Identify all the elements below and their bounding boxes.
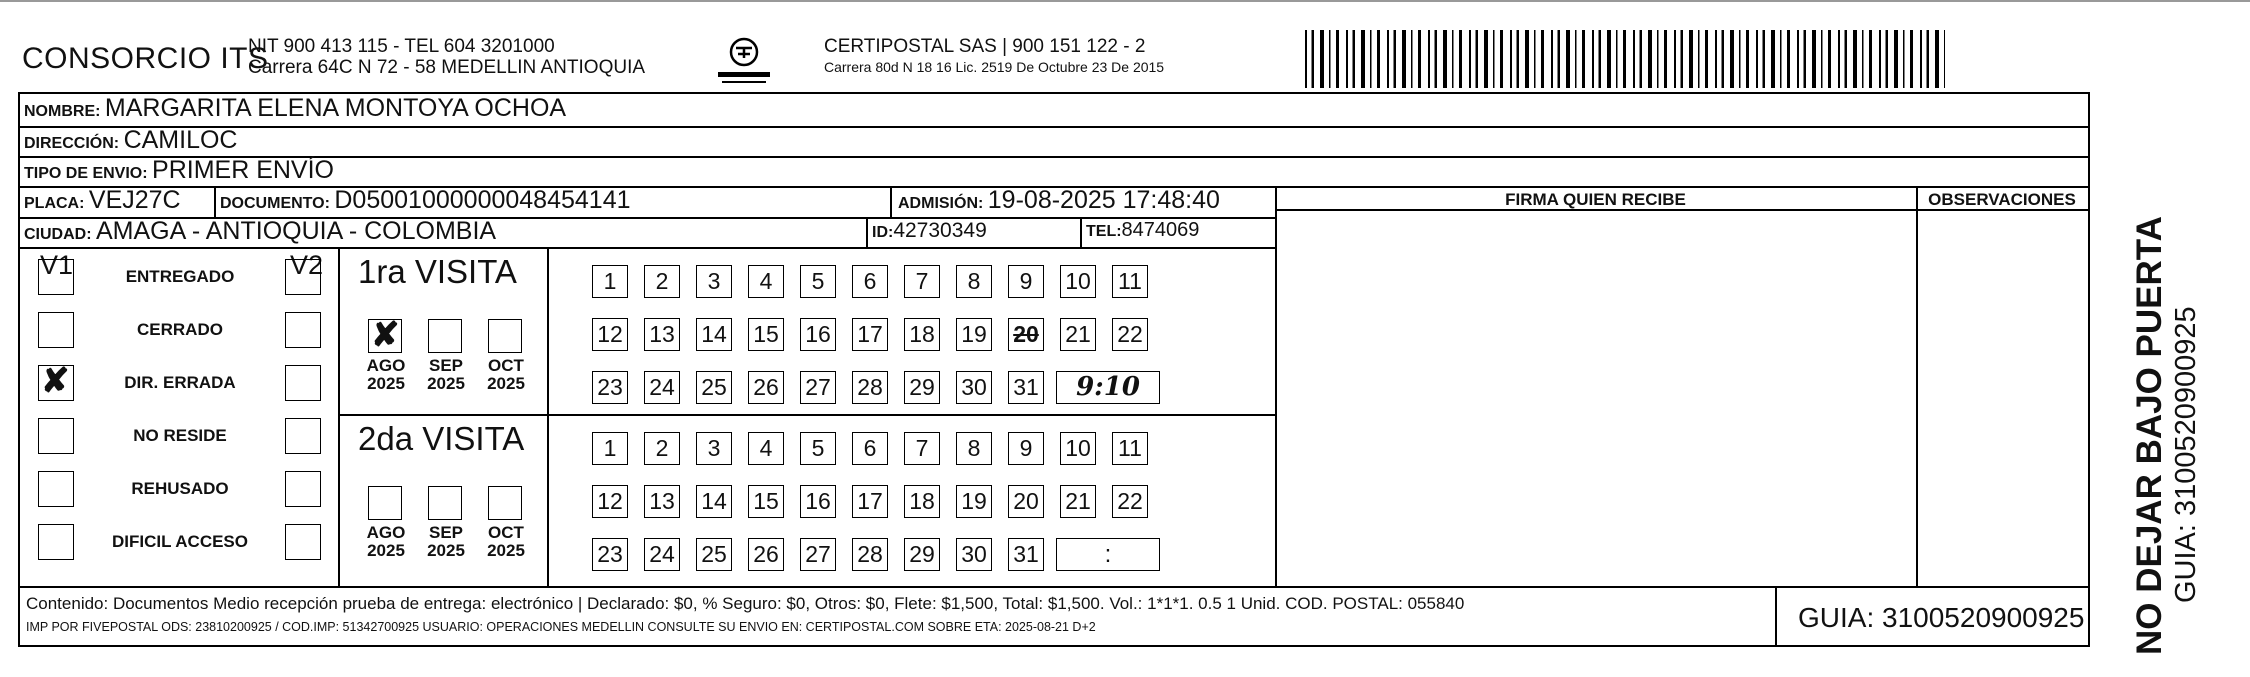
day-box[interactable]: 26 (748, 538, 784, 571)
placa-value: VEJ27C (88, 186, 181, 214)
day-box[interactable]: 8 (956, 432, 992, 465)
documento-label: DOCUMENTO: (220, 195, 330, 212)
side-warning: NO DEJAR BAJO PUERTA (2130, 216, 2169, 655)
day-box[interactable]: 3 (696, 265, 732, 298)
day-box[interactable]: 28 (852, 538, 888, 571)
day-box[interactable]: 30 (956, 371, 992, 404)
month-checkbox[interactable] (428, 319, 462, 353)
v1-checkbox[interactable] (38, 524, 74, 560)
day-box[interactable]: 17 (852, 485, 888, 518)
day-box[interactable]: 9 (1008, 265, 1044, 298)
direccion-label: DIRECCIÓN: (24, 135, 120, 152)
nombre-row (24, 94, 566, 123)
day-box[interactable]: 2 (644, 432, 680, 465)
day-box[interactable]: 28 (852, 371, 888, 404)
day-box[interactable]: 14 (696, 318, 732, 351)
month-name: AGO (366, 356, 406, 375)
day-box[interactable]: 14 (696, 485, 732, 518)
month-name: OCT (488, 523, 524, 542)
admision-label: ADMISIÓN: (898, 195, 984, 212)
day-box[interactable]: 8 (956, 265, 992, 298)
month-name: OCT (488, 356, 524, 375)
day-box[interactable]: 11 (1112, 432, 1148, 465)
day-box[interactable]: 25 (696, 371, 732, 404)
nombre-label: NOMBRE: (24, 103, 101, 120)
admision-value: 19-08-2025 17:48:40 (987, 186, 1220, 214)
month-checkbox[interactable] (368, 316, 402, 354)
company-nit: NIT 900 413 115 - TEL 604 3201000 (248, 36, 555, 57)
id-value: 42730349 (893, 219, 987, 242)
v1-checkbox[interactable] (38, 418, 74, 454)
month-year: 2025 (427, 374, 465, 393)
v2-checkbox[interactable] (285, 312, 321, 348)
day-box[interactable]: 12 (592, 318, 628, 351)
v2-checkbox[interactable] (285, 524, 321, 560)
placa-label: PLACA: (24, 195, 85, 212)
month-label (420, 357, 472, 393)
check-mark-icon: ✘ (41, 362, 70, 400)
courier-address: Carrera 80d N 18 16 Lic. 2519 De Octubre 23 De 2015 (824, 59, 1165, 75)
day-box[interactable]: 1 (592, 265, 628, 298)
day-box[interactable]: 18 (904, 318, 940, 351)
status-option-label: DIR. ERRADA (124, 373, 236, 392)
month-checkbox[interactable] (488, 319, 522, 353)
guia-number: GUIA: 3100520900925 (1798, 602, 2085, 633)
day-box[interactable]: 21 (1060, 485, 1096, 518)
shipping-form (18, 92, 2090, 647)
day-box[interactable]: 20 (1008, 318, 1044, 351)
status-option-label: CERRADO (137, 320, 223, 339)
day-box[interactable]: 19 (956, 485, 992, 518)
day-box[interactable]: 1 (592, 432, 628, 465)
observaciones-header: OBSERVACIONES (1928, 190, 2076, 209)
day-box[interactable]: 11 (1112, 265, 1148, 298)
tipo-label: TIPO DE ENVIO: (24, 165, 148, 182)
month-name: SEP (428, 523, 464, 542)
visit-time[interactable]: : (1056, 538, 1160, 571)
day-box[interactable]: 2 (644, 265, 680, 298)
day-box[interactable]: 17 (852, 318, 888, 351)
month-label (480, 524, 532, 560)
day-box[interactable]: 5 (800, 432, 836, 465)
status-option-label: REHUSADO (131, 479, 229, 498)
month-label (420, 524, 472, 560)
day-box[interactable]: 30 (956, 538, 992, 571)
day-box[interactable]: 19 (956, 318, 992, 351)
ciudad-field (24, 217, 496, 246)
tel-field (1086, 219, 1199, 242)
day-box[interactable]: 23 (592, 371, 628, 404)
day-box[interactable]: 3 (696, 432, 732, 465)
day-box[interactable]: 31 (1008, 538, 1044, 571)
day-box[interactable]: 6 (852, 265, 888, 298)
day-box[interactable]: 10 (1060, 432, 1096, 465)
status-option-label: DIFICIL ACCESO (111, 532, 248, 551)
visit-title: 2da VISITA (358, 420, 525, 457)
month-name: AGO (366, 523, 406, 542)
day-box[interactable]: 24 (644, 371, 680, 404)
day-box[interactable]: 16 (800, 318, 836, 351)
v1-checkbox[interactable] (38, 362, 74, 401)
id-label: ID: (872, 224, 894, 241)
certipostal-logo-icon (712, 34, 776, 94)
day-box[interactable]: 29 (904, 371, 940, 404)
barcode (1305, 30, 1945, 88)
day-box[interactable]: 4 (748, 432, 784, 465)
month-checkbox[interactable] (428, 486, 462, 520)
month-year: 2025 (487, 541, 525, 560)
day-box[interactable]: 22 (1112, 318, 1148, 351)
v2-header: V2 (290, 250, 324, 280)
v2-checkbox[interactable] (285, 259, 321, 295)
side-guia: GUIA: 3100520900925 (2170, 306, 2202, 603)
day-box[interactable]: 4 (748, 265, 784, 298)
month-checkbox[interactable] (368, 486, 402, 520)
tipo-value: PRIMER ENVÍO (152, 156, 335, 184)
company-info (248, 36, 645, 78)
day-box[interactable]: 25 (696, 538, 732, 571)
v1-header: V1 (40, 250, 74, 280)
month-year: 2025 (367, 374, 405, 393)
day-box[interactable]: 16 (800, 485, 836, 518)
company-name: CONSORCIO ITS (22, 42, 269, 75)
top-edge (0, 0, 2250, 2)
day-box[interactable]: 15 (748, 485, 784, 518)
month-label (360, 357, 412, 393)
side-note (2130, 216, 2203, 655)
day-box[interactable]: 10 (1060, 265, 1096, 298)
v1-checkbox[interactable] (38, 471, 74, 507)
tel-label: TEL: (1086, 223, 1122, 240)
tipo-row (24, 156, 334, 185)
month-label (360, 524, 412, 560)
day-box[interactable]: 6 (852, 432, 888, 465)
direccion-row (24, 126, 237, 155)
tel-value: 8474069 (1121, 219, 1200, 241)
v1-checkbox[interactable] (38, 312, 74, 348)
ciudad-label: CIUDAD: (24, 226, 92, 243)
day-box[interactable]: 15 (748, 318, 784, 351)
month-checkbox[interactable] (488, 486, 522, 520)
v2-checkbox[interactable] (285, 365, 321, 401)
placa-field (24, 186, 181, 215)
day-box[interactable]: 13 (644, 485, 680, 518)
courier-info (824, 36, 1164, 78)
courier-name: CERTIPOSTAL SAS | 900 151 122 - 2 (824, 36, 1146, 57)
day-box[interactable]: 5 (800, 265, 836, 298)
month-label (480, 357, 532, 393)
month-year: 2025 (367, 541, 405, 560)
visit-time[interactable]: 9:10 (1056, 371, 1160, 404)
day-box[interactable]: 21 (1060, 318, 1096, 351)
day-box[interactable]: 20 (1008, 485, 1044, 518)
day-box[interactable]: 9 (1008, 432, 1044, 465)
day-box[interactable]: 27 (800, 371, 836, 404)
day-box[interactable]: 26 (748, 371, 784, 404)
day-box[interactable]: 23 (592, 538, 628, 571)
v1-checkbox[interactable] (38, 259, 74, 295)
contenido-text: Contenido: Documentos Medio recepción prueba de entrega: electrónico | Declarado: $0, % Seguro: $0, Otros: $0, Flete: $1,500, Total: $1,500. Vol.: 1*1*1. 0.5 1 Unid. COD. POSTAL: 055840 (26, 594, 1465, 613)
visit-title: 1ra VISITA (358, 253, 517, 290)
day-box[interactable]: 12 (592, 485, 628, 518)
documento-field (220, 186, 631, 215)
month-year: 2025 (427, 541, 465, 560)
check-mark-icon: ✘ (371, 316, 400, 354)
id-field (872, 219, 987, 243)
status-option-label: ENTREGADO (125, 267, 235, 286)
status-option-label: NO RESIDE (133, 426, 227, 445)
day-box[interactable]: 7 (904, 432, 940, 465)
direccion-value: CAMILOC (123, 126, 238, 154)
admision-field (898, 186, 1220, 215)
firma-header: FIRMA QUIEN RECIBE (1505, 190, 1686, 209)
documento-value: D05001000000048454141 (334, 186, 631, 214)
day-box[interactable]: 24 (644, 538, 680, 571)
v2-checkbox[interactable] (285, 471, 321, 507)
month-year: 2025 (487, 374, 525, 393)
nombre-value: MARGARITA ELENA MONTOYA OCHOA (104, 94, 567, 122)
month-name: SEP (428, 356, 464, 375)
day-box[interactable]: 7 (904, 265, 940, 298)
ciudad-value: AMAGA - ANTIOQUIA - COLOMBIA (96, 217, 497, 245)
day-box[interactable]: 22 (1112, 485, 1148, 518)
company-address: Carrera 64C N 72 - 58 MEDELLIN ANTIOQUIA (248, 57, 646, 78)
day-box[interactable]: 27 (800, 538, 836, 571)
day-box[interactable]: 31 (1008, 371, 1044, 404)
imp-text: IMP POR FIVEPOSTAL ODS: 23810200925 / COD.IMP: 51342700925 USUARIO: OPERACIONES MEDELLIN CONSULTE SU ENVIO EN: CERTIPOSTAL.COM SOBRE ETA: 2025-08-21 D+2 (26, 620, 1096, 634)
day-box[interactable]: 29 (904, 538, 940, 571)
v2-checkbox[interactable] (285, 418, 321, 454)
day-box[interactable]: 13 (644, 318, 680, 351)
day-box[interactable]: 18 (904, 485, 940, 518)
